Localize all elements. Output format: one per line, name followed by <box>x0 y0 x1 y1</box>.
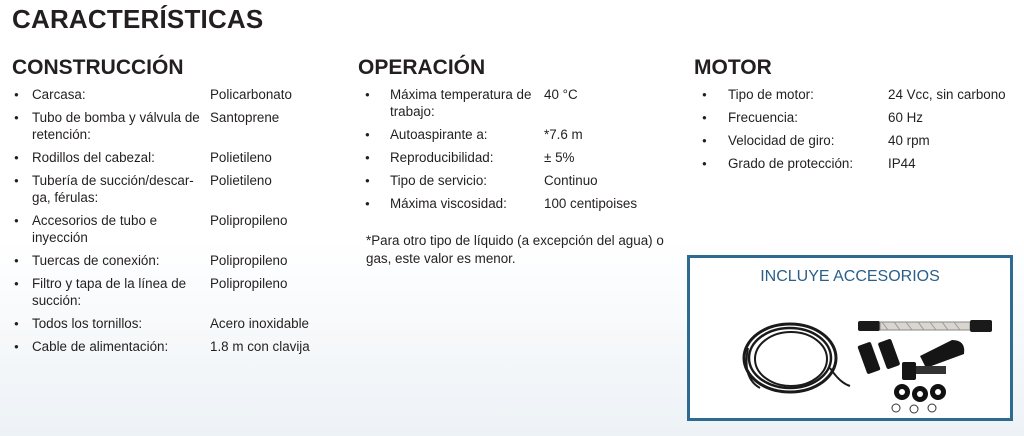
list-item <box>690 86 1020 103</box>
accessories-photo <box>690 258 1010 418</box>
item-key: Tubería de succión/descar-ga, férulas: <box>32 173 194 205</box>
list-item <box>0 252 340 269</box>
item-value: Santoprene <box>210 110 280 125</box>
accessories-box <box>687 255 1013 421</box>
construccion-list <box>0 86 340 361</box>
list-item <box>356 172 676 189</box>
accessories-title: INCLUYE ACCESORIOS <box>760 268 940 285</box>
item-key: Tubo de bomba y válvula de retención: <box>32 110 200 142</box>
item-key: Máxima temperatura de trabajo: <box>390 87 532 119</box>
section-heading-construccion: CONSTRUCCIÓN <box>12 56 184 79</box>
operacion-list <box>356 86 676 218</box>
item-value: Polipropileno <box>210 213 288 228</box>
item-value: IP44 <box>888 156 916 171</box>
item-key: Todos los tornillos: <box>32 316 143 331</box>
list-item <box>0 315 340 332</box>
fittings-icon <box>857 338 964 380</box>
item-key: Tipo de motor: <box>728 87 814 102</box>
item-value: Continuo <box>544 173 598 188</box>
item-key: Tipo de servicio: <box>390 173 487 188</box>
coiled-tube-icon <box>744 324 850 392</box>
section-heading-motor: MOTOR <box>694 56 772 79</box>
item-value: *7.6 m <box>544 127 583 142</box>
item-value: Policarbonato <box>210 87 292 102</box>
list-item <box>0 275 340 309</box>
page-title: CARACTERÍSTICAS <box>12 4 264 34</box>
list-item <box>0 338 340 355</box>
list-item <box>356 149 676 166</box>
item-value: 100 centipoises <box>544 196 638 211</box>
item-value: Acero inoxidable <box>210 316 310 331</box>
item-key: Filtro y tapa de la línea de succión: <box>32 276 187 308</box>
item-key: Accesorios de tubo e inyección <box>32 213 158 245</box>
item-value: 40 °C <box>544 87 578 102</box>
item-value: Polietileno <box>210 150 272 165</box>
nuts-icon <box>892 384 946 413</box>
item-key: Rodillos del cabezal: <box>32 150 155 165</box>
list-item <box>690 155 1020 172</box>
item-key: Grado de protección: <box>728 156 854 171</box>
item-value: ± 5% <box>544 150 575 165</box>
item-key: Velocidad de giro: <box>728 133 835 148</box>
section-heading-operacion: OPERACIÓN <box>358 56 486 79</box>
item-value: 1.8 m con clavija <box>210 339 310 354</box>
list-item <box>690 132 1020 149</box>
item-key: Frecuencia: <box>728 110 798 125</box>
list-item <box>0 109 340 143</box>
item-key: Cable de alimentación: <box>32 339 169 354</box>
item-key: Carcasa: <box>32 87 86 102</box>
list-item <box>356 86 676 120</box>
list-item <box>356 126 676 143</box>
item-value: Polipropileno <box>210 253 288 268</box>
item-value: 60 Hz <box>888 110 923 125</box>
item-key: Máxima viscosidad: <box>390 196 507 211</box>
list-item <box>0 149 340 166</box>
item-key: Reproducibilidad: <box>390 150 494 165</box>
list-item <box>0 212 340 246</box>
item-value: 24 Vcc, sin carbono <box>888 87 1006 102</box>
list-item <box>0 86 340 103</box>
operacion-footnote: *Para otro tipo de líquido (a excepción del agua) o gas, este valor es menor. <box>366 233 664 266</box>
filter-tube-icon <box>858 320 992 332</box>
list-item <box>690 109 1020 126</box>
item-key: Autoaspirante a: <box>390 127 488 142</box>
item-key: Tuercas de conexión: <box>32 253 160 268</box>
item-value: Polietileno <box>210 173 272 188</box>
item-value: 40 rpm <box>888 133 930 148</box>
motor-list <box>690 86 1020 178</box>
item-value: Polipropileno <box>210 276 288 291</box>
list-item <box>0 172 340 206</box>
list-item <box>356 195 676 212</box>
